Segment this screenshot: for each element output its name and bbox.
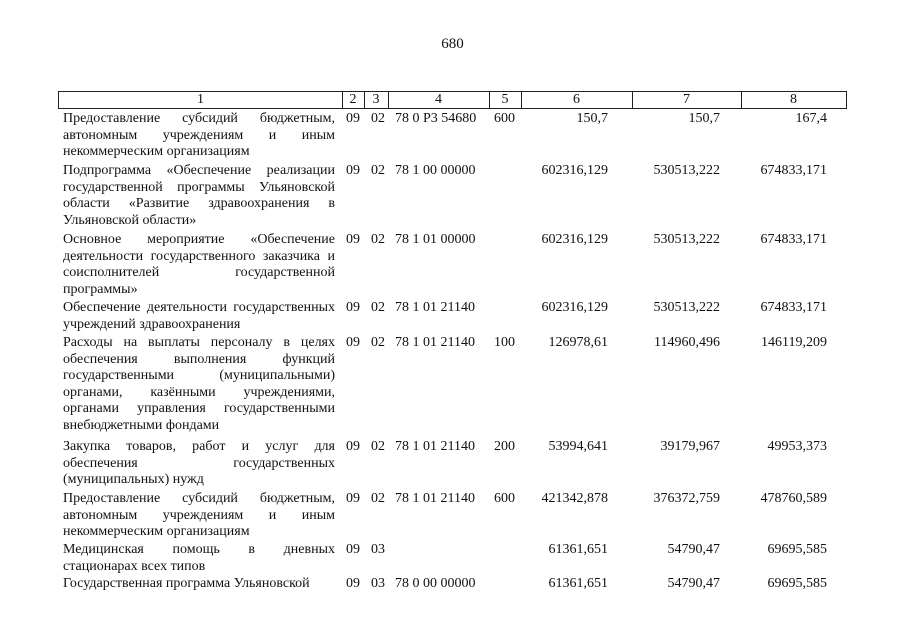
- row-col-7: 376372,759: [653, 491, 720, 506]
- row-col-7: 150,7: [688, 111, 720, 126]
- row-col-3: 02: [371, 232, 385, 247]
- row-col-6: 53994,641: [548, 439, 608, 454]
- row-col-8: 674833,171: [760, 300, 827, 315]
- row-col-8: 167,4: [795, 111, 827, 126]
- header-col-8: 8: [790, 92, 797, 107]
- row-col-3: 02: [371, 300, 385, 315]
- row-col-6: 150,7: [576, 111, 608, 126]
- row-col-4: 78 1 01 21140: [395, 439, 475, 454]
- row-col-7: 54790,47: [667, 576, 720, 591]
- row-col-2: 09: [346, 335, 360, 350]
- row-col-8: 146119,209: [761, 335, 827, 350]
- row-col-6: 61361,651: [548, 542, 608, 557]
- row-col-3: 02: [371, 491, 385, 506]
- row-col-2: 09: [346, 439, 360, 454]
- row-col-2: 09: [346, 542, 360, 557]
- header-col-3: 3: [364, 92, 389, 108]
- row-col-6: 602316,129: [541, 300, 608, 315]
- page-number: 680: [441, 36, 464, 52]
- row-col-3: 02: [371, 335, 385, 350]
- row-name: Основное мероприятие «Обеспечение деятельности государственного заказчика и соисполнителей государственной программы»: [63, 232, 335, 297]
- row-col-2: 09: [346, 491, 360, 506]
- row-col-5: 600: [494, 491, 515, 506]
- row-col-8: 69695,585: [767, 542, 827, 557]
- row-col-2: 09: [346, 576, 360, 591]
- row-col-8: 674833,171: [760, 163, 827, 178]
- row-col-7: 530513,222: [653, 232, 720, 247]
- row-name: Государственная программа Ульяновской: [63, 576, 310, 591]
- row-name: Закупка товаров, работ и услуг для обеспечения государственных (муниципальных) нужд: [63, 439, 335, 487]
- row-col-4: 78 0 00 00000: [395, 576, 476, 591]
- row-col-7: 530513,222: [653, 300, 720, 315]
- row-col-2: 09: [346, 300, 360, 315]
- row-col-5: 100: [494, 335, 515, 350]
- header-col-6: 6: [521, 92, 633, 108]
- row-col-2: 09: [346, 111, 360, 126]
- row-col-4: 78 1 00 00000: [395, 163, 476, 178]
- row-col-4: 78 0 Р3 54680: [395, 111, 477, 126]
- row-col-5: 600: [494, 111, 515, 126]
- header-col-5: 5: [489, 92, 522, 108]
- row-col-7: 114960,496: [654, 335, 720, 350]
- row-name: Обеспечение деятельности государственных учреждений здравоохранения: [63, 300, 335, 332]
- row-col-7: 530513,222: [653, 163, 720, 178]
- row-col-7: 39179,967: [660, 439, 720, 454]
- row-col-4: 78 1 01 21140: [395, 491, 475, 506]
- header-col-1: 1: [59, 92, 343, 108]
- row-col-7: 54790,47: [667, 542, 720, 557]
- row-name: Подпрограмма «Обеспечение реализации государственной программы Ульяновской области «Развитие здравоохранения в Ульяновской области»: [63, 163, 335, 228]
- row-col-6: 602316,129: [541, 232, 608, 247]
- row-col-3: 03: [371, 576, 385, 591]
- header-col-2: 2: [342, 92, 365, 108]
- row-col-6: 421342,878: [541, 491, 608, 506]
- row-name: Расходы на выплаты персоналу в целях обеспечения выполнения функций государственными (муниципальными) органами, казёнными учреждениями, органами управления государственными внебюджетными фондами: [63, 335, 335, 433]
- header-col-4: 4: [388, 92, 490, 108]
- row-col-8: 49953,373: [767, 439, 827, 454]
- row-col-4: 78 1 01 21140: [395, 335, 475, 350]
- row-col-2: 09: [346, 163, 360, 178]
- row-col-8: 674833,171: [760, 232, 827, 247]
- header-col-7: 7: [632, 92, 742, 108]
- row-col-3: 02: [371, 163, 385, 178]
- row-col-3: 02: [371, 111, 385, 126]
- row-col-3: 02: [371, 439, 385, 454]
- row-name: Предоставление субсидий бюджетным, автономным учреждениям и иным некоммерческим организациям: [63, 491, 335, 539]
- row-name: Медицинская помощь в дневных стационарах всех типов: [63, 542, 335, 574]
- row-name: Предоставление субсидий бюджетным, автономным учреждениям и иным некоммерческим организациям: [63, 111, 335, 159]
- row-col-8: 69695,585: [767, 576, 827, 591]
- row-col-3: 03: [371, 542, 385, 557]
- row-col-6: 602316,129: [541, 163, 608, 178]
- table-header: [58, 91, 847, 109]
- row-col-2: 09: [346, 232, 360, 247]
- row-col-6: 61361,651: [548, 576, 608, 591]
- row-col-8: 478760,589: [760, 491, 827, 506]
- row-col-4: 78 1 01 00000: [395, 232, 476, 247]
- row-col-5: 200: [494, 439, 515, 454]
- row-col-6: 126978,61: [548, 335, 608, 350]
- row-col-4: 78 1 01 21140: [395, 300, 475, 315]
